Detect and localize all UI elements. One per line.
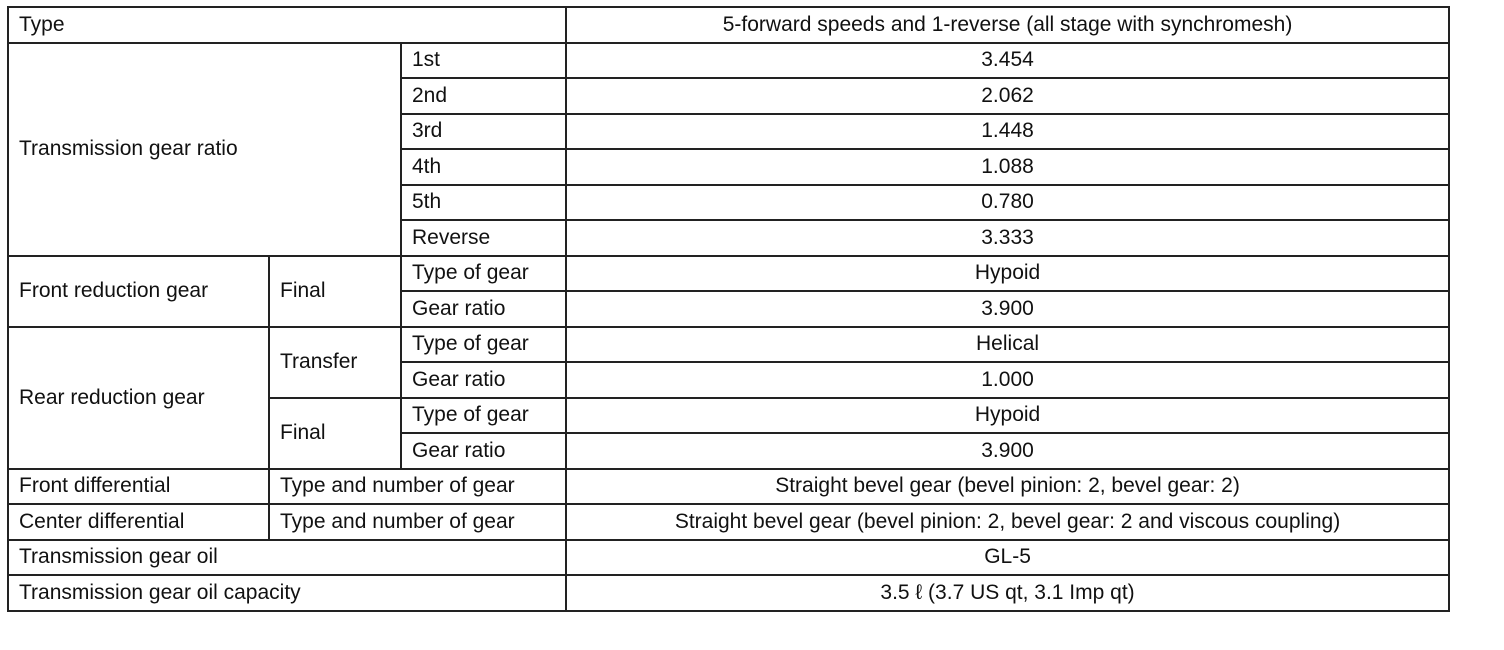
table-row [8, 540, 1449, 576]
center-differential-sub: Type and number of gear [269, 504, 566, 540]
item-value: Helical [566, 327, 1449, 363]
item-name: Gear ratio [401, 433, 566, 469]
gear-ratio-value: 0.780 [566, 185, 1449, 221]
item-name: Type of gear [401, 327, 566, 363]
center-differential-label: Center differential [8, 504, 269, 540]
gear-name: 5th [401, 185, 566, 221]
gear-oil-capacity-value: 3.5 ℓ (3.7 US qt, 3.1 Imp qt) [566, 575, 1449, 611]
item-name: Gear ratio [401, 291, 566, 327]
table-row [8, 575, 1449, 611]
type-label: Type [8, 7, 566, 43]
table-row [8, 504, 1449, 540]
gear-name: 2nd [401, 78, 566, 114]
gear-name: 4th [401, 149, 566, 185]
gear-oil-value: GL-5 [566, 540, 1449, 576]
rear-final-sub: Final [269, 398, 401, 469]
front-reduction-sub: Final [269, 256, 401, 327]
item-name: Type of gear [401, 256, 566, 292]
gear-ratio-value: 3.454 [566, 43, 1449, 79]
table-row [8, 327, 1449, 363]
rear-reduction-label: Rear reduction gear [8, 327, 269, 469]
item-name: Gear ratio [401, 362, 566, 398]
item-value: 3.900 [566, 433, 1449, 469]
front-reduction-label: Front reduction gear [8, 256, 269, 327]
gear-ratio-value: 1.088 [566, 149, 1449, 185]
gear-name: Reverse [401, 220, 566, 256]
rear-transfer-sub: Transfer [269, 327, 401, 398]
gear-ratio-value: 1.448 [566, 114, 1449, 150]
front-differential-sub: Type and number of gear [269, 469, 566, 505]
item-value: Hypoid [566, 256, 1449, 292]
item-value: Hypoid [566, 398, 1449, 434]
item-value: 3.900 [566, 291, 1449, 327]
gear-ratio-label: Transmission gear ratio [8, 43, 401, 256]
gear-ratio-value: 2.062 [566, 78, 1449, 114]
gear-ratio-value: 3.333 [566, 220, 1449, 256]
specifications-table [7, 6, 1450, 612]
gear-name: 3rd [401, 114, 566, 150]
item-name: Type of gear [401, 398, 566, 434]
front-differential-label: Front differential [8, 469, 269, 505]
center-differential-value: Straight bevel gear (bevel pinion: 2, bevel gear: 2 and viscous coupling) [566, 504, 1449, 540]
table-row [8, 7, 1449, 43]
gear-oil-capacity-label: Transmission gear oil capacity [8, 575, 566, 611]
gear-oil-label: Transmission gear oil [8, 540, 566, 576]
front-differential-value: Straight bevel gear (bevel pinion: 2, bevel gear: 2) [566, 469, 1449, 505]
table-row [8, 469, 1449, 505]
gear-name: 1st [401, 43, 566, 79]
table-row [8, 43, 1449, 79]
item-value: 1.000 [566, 362, 1449, 398]
table-row [8, 256, 1449, 292]
type-value: 5-forward speeds and 1-reverse (all stage with synchromesh) [566, 7, 1449, 43]
